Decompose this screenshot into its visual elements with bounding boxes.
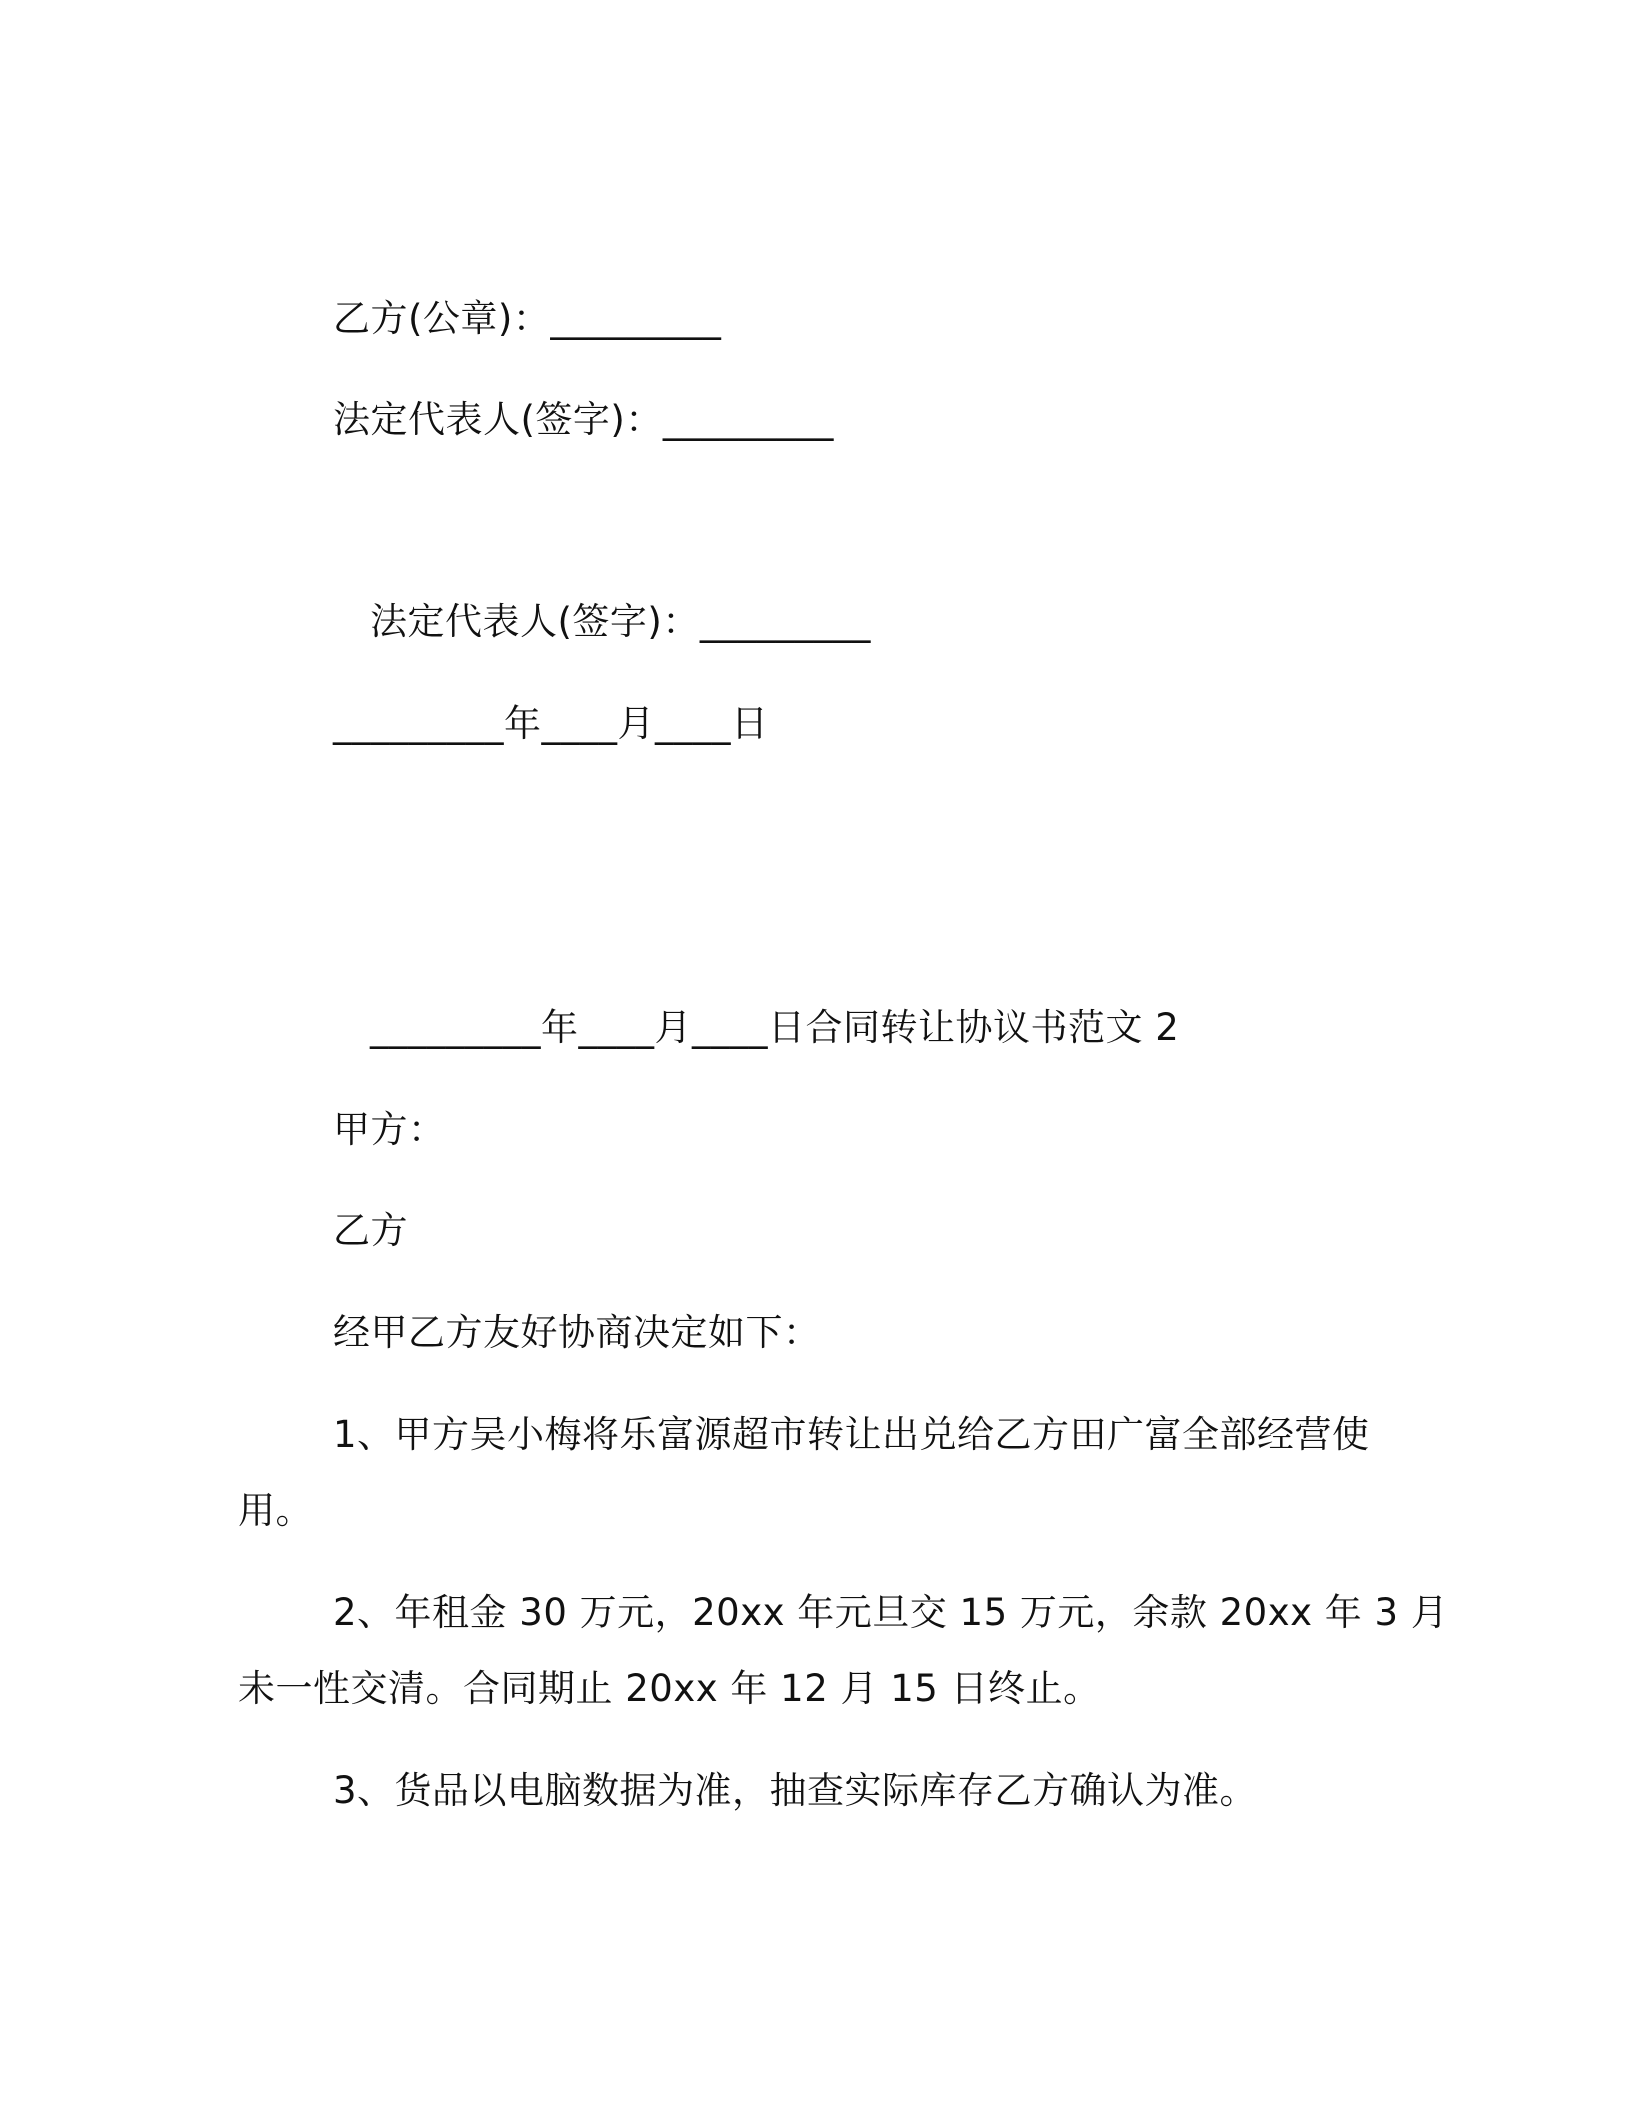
party-b-seal-line: 乙方(公章)：_________ [333, 297, 722, 340]
clause-1-line-1: 1、甲方吴小梅将乐富源超市转让出兑给乙方田广富全部经营使 [333, 1413, 1370, 1456]
clause-3-line-1: 3、货品以电脑数据为准，抽查实际库存乙方确认为准。 [333, 1769, 1258, 1812]
intro-paragraph: 经甲乙方友好协商决定如下： [333, 1311, 821, 1354]
legal-representative-signature-line-2: 法定代表人(签字)：_________ [370, 600, 871, 643]
legal-representative-signature-line: 法定代表人(签字)：_________ [333, 398, 834, 441]
party-a-label: 甲方： [333, 1108, 446, 1151]
signature-date-line: _________年____月____日 [333, 702, 769, 745]
contract-title: _________年____月____日合同转让协议书范文 2 [370, 1006, 1180, 1049]
clause-1-line-2: 用。 [238, 1489, 313, 1532]
clause-2-line-1: 2、年租金 30 万元，20xx 年元旦交 15 万元，余款 20xx 年 3 月 [333, 1591, 1449, 1634]
party-b-label: 乙方 [333, 1209, 408, 1252]
clause-2-line-2: 未一性交清。合同期止 20xx 年 12 月 15 日终止。 [238, 1667, 1101, 1710]
